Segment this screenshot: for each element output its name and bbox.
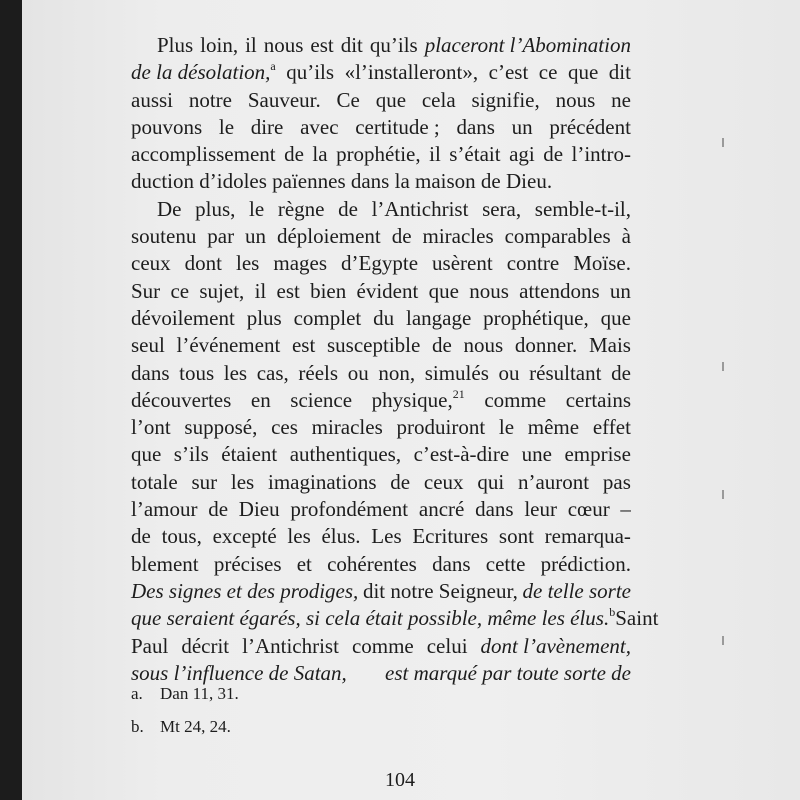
text-line	[131, 469, 631, 496]
italic-phrase: Des signes et des prodiges,	[131, 578, 359, 603]
text-line	[131, 168, 631, 195]
word: De	[157, 196, 182, 221]
text-line	[131, 114, 631, 141]
word: certitude ;	[355, 114, 440, 139]
word: évident	[356, 278, 419, 303]
page-number: 104	[385, 769, 415, 791]
word: étaient	[221, 442, 278, 467]
word: physique,	[371, 387, 453, 412]
word: ces	[271, 415, 298, 440]
word: plus,	[195, 196, 236, 221]
word: le	[218, 114, 235, 139]
word: usèrent	[432, 251, 493, 276]
word: comparables	[504, 224, 611, 249]
word: Moïse.	[573, 251, 631, 276]
italic-phrase: est marqué par toute sorte de	[385, 660, 631, 685]
word: Sauveur.	[247, 87, 321, 112]
word: même	[527, 415, 580, 440]
text-line	[131, 605, 659, 632]
word: donner.	[514, 333, 578, 358]
word: pouvons	[131, 114, 203, 139]
word: effet	[592, 415, 631, 440]
word: dans	[456, 114, 495, 139]
word: Plus	[157, 33, 194, 57]
word: d’Egypte	[341, 251, 419, 276]
word: «l’installeront»,	[344, 60, 479, 85]
footnote-label: b.	[131, 717, 144, 736]
footnote-text: Dan 11, 31.	[160, 684, 239, 703]
word: résultant	[529, 360, 602, 385]
word: ceux	[423, 469, 464, 494]
word: dans	[432, 551, 471, 576]
word: en	[250, 387, 271, 412]
footnote	[131, 715, 631, 748]
word: il	[429, 142, 441, 167]
text-line	[131, 551, 631, 578]
word: un	[511, 114, 533, 139]
word: les	[223, 360, 248, 385]
word: découvertes	[131, 387, 232, 412]
word-group	[131, 59, 276, 86]
word: celui	[426, 633, 468, 658]
text-line	[131, 633, 631, 660]
word: de	[611, 360, 631, 385]
word: remarqua-	[544, 524, 631, 549]
word: comme	[351, 633, 414, 658]
word: le	[498, 415, 515, 440]
word: ou	[498, 360, 520, 385]
footnote-ref: a	[270, 59, 276, 74]
text-line	[131, 496, 631, 523]
word: langage	[405, 305, 472, 330]
word: profondément	[290, 497, 409, 522]
word: s’ils	[173, 442, 209, 467]
word: est	[291, 333, 316, 358]
word: dans	[475, 497, 514, 522]
word: l’événement	[176, 333, 281, 358]
word: nous	[469, 278, 509, 303]
word: Paul	[131, 633, 169, 658]
word: Sur	[131, 278, 161, 303]
text-line	[131, 414, 631, 441]
text-line	[131, 223, 631, 250]
word: du	[373, 305, 395, 330]
word: contre	[506, 251, 560, 276]
word: leur	[524, 497, 557, 522]
word: le	[249, 196, 265, 221]
word-group	[131, 605, 615, 632]
word: science	[290, 387, 353, 412]
text-line	[131, 32, 631, 59]
word: soutenu	[131, 224, 197, 249]
text-line	[131, 278, 631, 305]
word: est	[276, 278, 300, 303]
word: une	[521, 442, 552, 467]
word: l’intro-	[571, 142, 631, 167]
word: Ce	[336, 87, 360, 112]
word: par	[207, 224, 235, 249]
word: sujet,	[199, 278, 245, 303]
word: dit	[608, 60, 631, 85]
word: c’est	[488, 60, 529, 85]
word: l’ont	[131, 415, 171, 440]
word: aussi	[131, 87, 173, 112]
margin-mark	[722, 138, 724, 147]
word: déploiement	[276, 224, 381, 249]
word: un	[609, 278, 631, 303]
word: que	[131, 442, 162, 467]
word: certains	[565, 387, 631, 412]
word: réels	[298, 360, 339, 385]
word: de	[208, 497, 229, 522]
word: qu’ils	[286, 60, 335, 85]
text-line	[131, 87, 631, 114]
word: règne	[277, 196, 325, 221]
text-line	[131, 332, 631, 359]
word: comme	[484, 387, 547, 412]
word: nous	[555, 87, 596, 112]
word: bien	[310, 278, 347, 303]
word: ne	[611, 87, 631, 112]
footnote-label: a.	[131, 684, 143, 703]
word: emprise	[564, 442, 631, 467]
word: s’était	[449, 142, 501, 167]
word: de	[338, 196, 358, 221]
word: loin,	[200, 33, 239, 57]
word: de	[284, 142, 304, 167]
word: dévoilement	[131, 305, 235, 330]
word: de	[391, 224, 412, 249]
word: avec	[300, 114, 339, 139]
word: l’amour	[131, 497, 198, 522]
word: seul	[131, 333, 165, 358]
word: que	[600, 305, 631, 330]
word: cette	[485, 551, 526, 576]
margin-mark	[722, 636, 724, 645]
word: de	[131, 524, 151, 549]
italic-phrase: de telle sorte	[522, 578, 631, 603]
word: élus.	[321, 524, 361, 549]
word: ceux	[131, 251, 171, 276]
word: il	[245, 33, 257, 57]
word: il	[254, 278, 267, 303]
word: mages	[273, 251, 328, 276]
body-text	[131, 32, 659, 687]
word: qui	[477, 469, 505, 494]
italic-phrase: sous l’influence de Satan,	[131, 660, 347, 685]
word: imaginations	[268, 469, 377, 494]
word: excepté	[212, 524, 277, 549]
word: dit	[340, 33, 363, 57]
word: tous,	[161, 524, 202, 549]
text-line	[131, 196, 631, 223]
line-text: duction d’idoles païennes dans la maison de Dieu.	[131, 169, 553, 194]
word: de	[432, 333, 452, 358]
word: à	[621, 224, 631, 249]
word: sont	[498, 524, 534, 549]
word: l’Antichrist	[371, 196, 469, 221]
word: Saint	[615, 606, 659, 631]
word: non,	[378, 360, 416, 385]
text-line	[131, 387, 631, 414]
word: les	[287, 524, 311, 549]
word: dont	[184, 251, 223, 276]
word: cœur	[567, 497, 610, 522]
word: les	[236, 251, 260, 276]
word: que	[375, 87, 407, 112]
text-line	[131, 441, 631, 468]
italic-phrase: de la désolation,	[131, 60, 271, 85]
footnote-ref: b	[609, 605, 616, 620]
word: est	[310, 33, 334, 57]
word: –	[620, 497, 631, 522]
word: attendons	[519, 278, 600, 303]
word: miracles	[422, 224, 494, 249]
phrase: dit notre Seigneur,	[362, 578, 518, 603]
word: totale	[131, 469, 178, 494]
text-line	[131, 59, 631, 86]
word: n’auront	[517, 469, 590, 494]
word: que	[428, 278, 459, 303]
word: miracles	[311, 415, 383, 440]
word: Mais	[588, 333, 631, 358]
word: prophétie,	[336, 142, 421, 167]
word: ou	[347, 360, 369, 385]
word: cas,	[256, 360, 289, 385]
word: de	[390, 469, 411, 494]
word: dans	[131, 360, 170, 385]
text-line	[131, 578, 631, 605]
word: signifie,	[471, 87, 540, 112]
word: et	[296, 551, 312, 576]
word: ancré	[418, 497, 465, 522]
word: qu’ils	[369, 33, 418, 57]
text-line	[131, 305, 631, 332]
word: c’est-à-dire	[413, 442, 510, 467]
word: précises	[213, 551, 282, 576]
word: les	[230, 469, 255, 494]
word: l’Antichrist	[242, 633, 339, 658]
word: authentiques,	[289, 442, 402, 467]
margin-mark	[722, 362, 724, 371]
word: supposé,	[184, 415, 258, 440]
word: plus	[246, 305, 282, 330]
text-line	[131, 360, 631, 387]
text-line	[131, 523, 631, 550]
italic-phrase: que seraient égarés, si cela était possible, même les élus.	[131, 606, 610, 631]
word: tous	[179, 360, 215, 385]
word: susceptible	[327, 333, 421, 358]
margin-mark	[722, 490, 724, 499]
word: blement	[131, 551, 199, 576]
text-line	[131, 250, 631, 277]
word: que	[567, 60, 599, 85]
word-group	[372, 387, 465, 414]
word: semble-t-il,	[534, 196, 631, 221]
word: ce	[538, 60, 558, 85]
footnote-text: Mt 24, 24.	[160, 717, 231, 736]
word: un	[245, 224, 267, 249]
text-line	[131, 141, 631, 168]
word: pas	[602, 469, 631, 494]
word: de	[543, 142, 564, 167]
word: nous	[263, 33, 304, 57]
italic-phrase: dont l’avènement,	[480, 633, 631, 658]
word: cohérentes	[327, 551, 417, 576]
word: accomplissement	[131, 142, 276, 167]
word: dire	[250, 114, 284, 139]
word: précédent	[549, 114, 631, 139]
footnote-ref: 21	[452, 386, 465, 401]
word: sur	[191, 469, 218, 494]
footnotes	[131, 682, 631, 748]
word: notre	[188, 87, 232, 112]
footnote	[131, 682, 631, 715]
word: Dieu	[238, 497, 280, 522]
word: simulés	[424, 360, 489, 385]
word: cela	[421, 87, 456, 112]
word: produiront	[396, 415, 486, 440]
word: prophétique,	[483, 305, 589, 330]
word: décrit	[181, 633, 230, 658]
word: Les	[371, 524, 402, 549]
word: Ecritures	[412, 524, 489, 549]
word: agi	[509, 142, 535, 167]
word: sera,	[482, 196, 522, 221]
word: ce	[170, 278, 190, 303]
italic-phrase: placeront l’Abomination	[424, 33, 631, 57]
word: nous	[463, 333, 504, 358]
word: prédiction.	[540, 551, 631, 576]
word: complet	[293, 305, 362, 330]
word: la	[312, 142, 328, 167]
